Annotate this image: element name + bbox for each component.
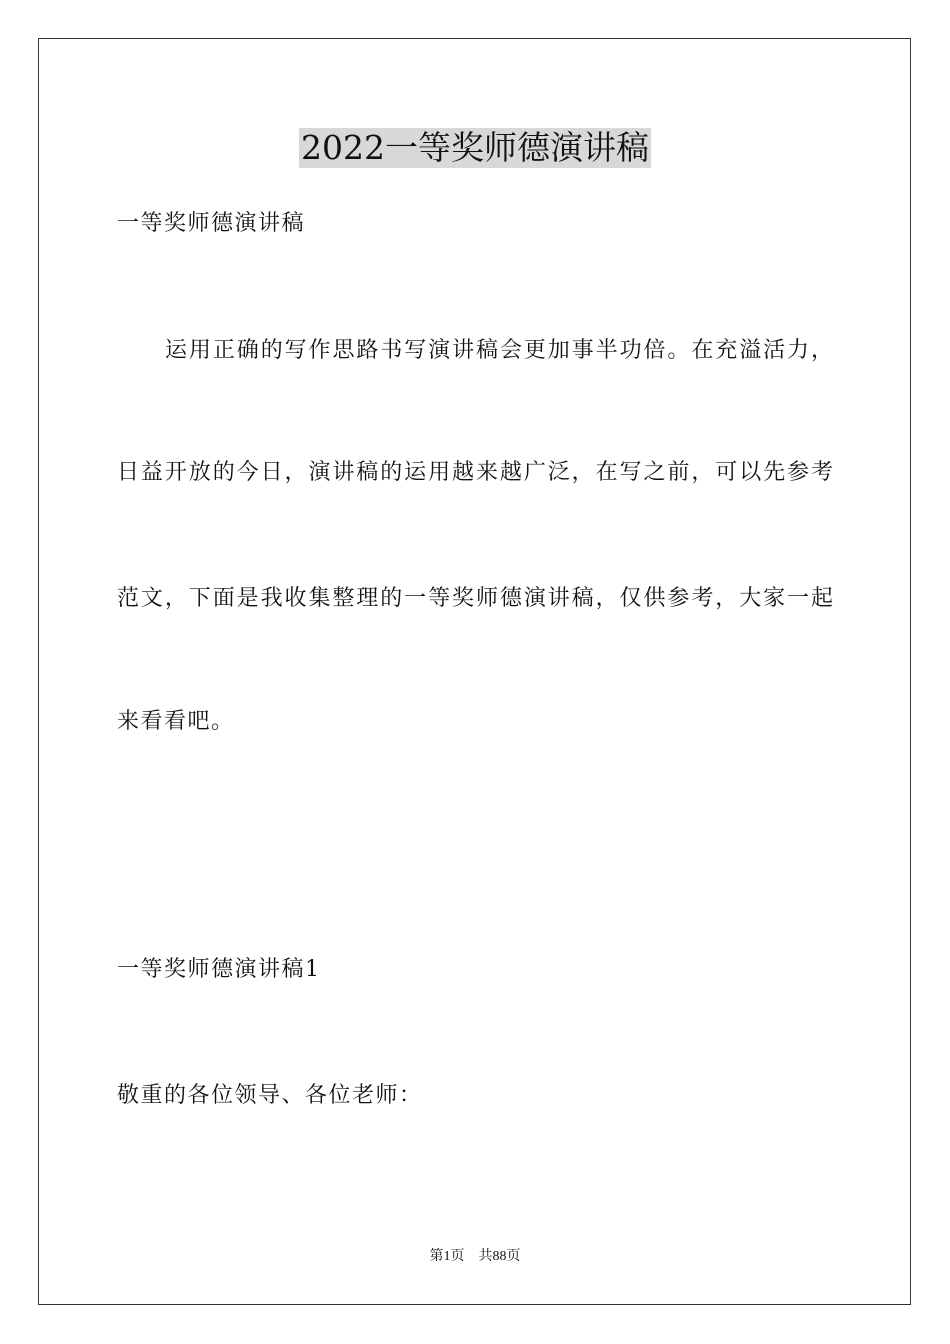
intro-line-3: 范文，下面是我收集整理的一等奖师德演讲稿，仅供参考，大家一起 <box>117 586 833 611</box>
document-title <box>0 128 950 168</box>
section-heading: 一等奖师德演讲稿1 <box>117 957 321 982</box>
intro-line-4: 来看看吧。 <box>117 709 235 734</box>
salutation: 敬重的各位领导、各位老师： <box>117 1083 423 1108</box>
page-number-current: 第1页 <box>429 1249 465 1264</box>
intro-line-1: 运用正确的写作思路书写演讲稿会更加事半功倍。在充溢活力， <box>165 338 833 363</box>
page-number-total: 共88页 <box>478 1249 521 1264</box>
intro-line-2: 日益开放的今日，演讲稿的运用越来越广泛，在写之前，可以先参考 <box>117 460 833 485</box>
document-title-text: 2022一等奖师德演讲稿 <box>301 128 649 167</box>
document-subtitle: 一等奖师德演讲稿 <box>117 211 306 236</box>
page-footer <box>0 1247 950 1267</box>
